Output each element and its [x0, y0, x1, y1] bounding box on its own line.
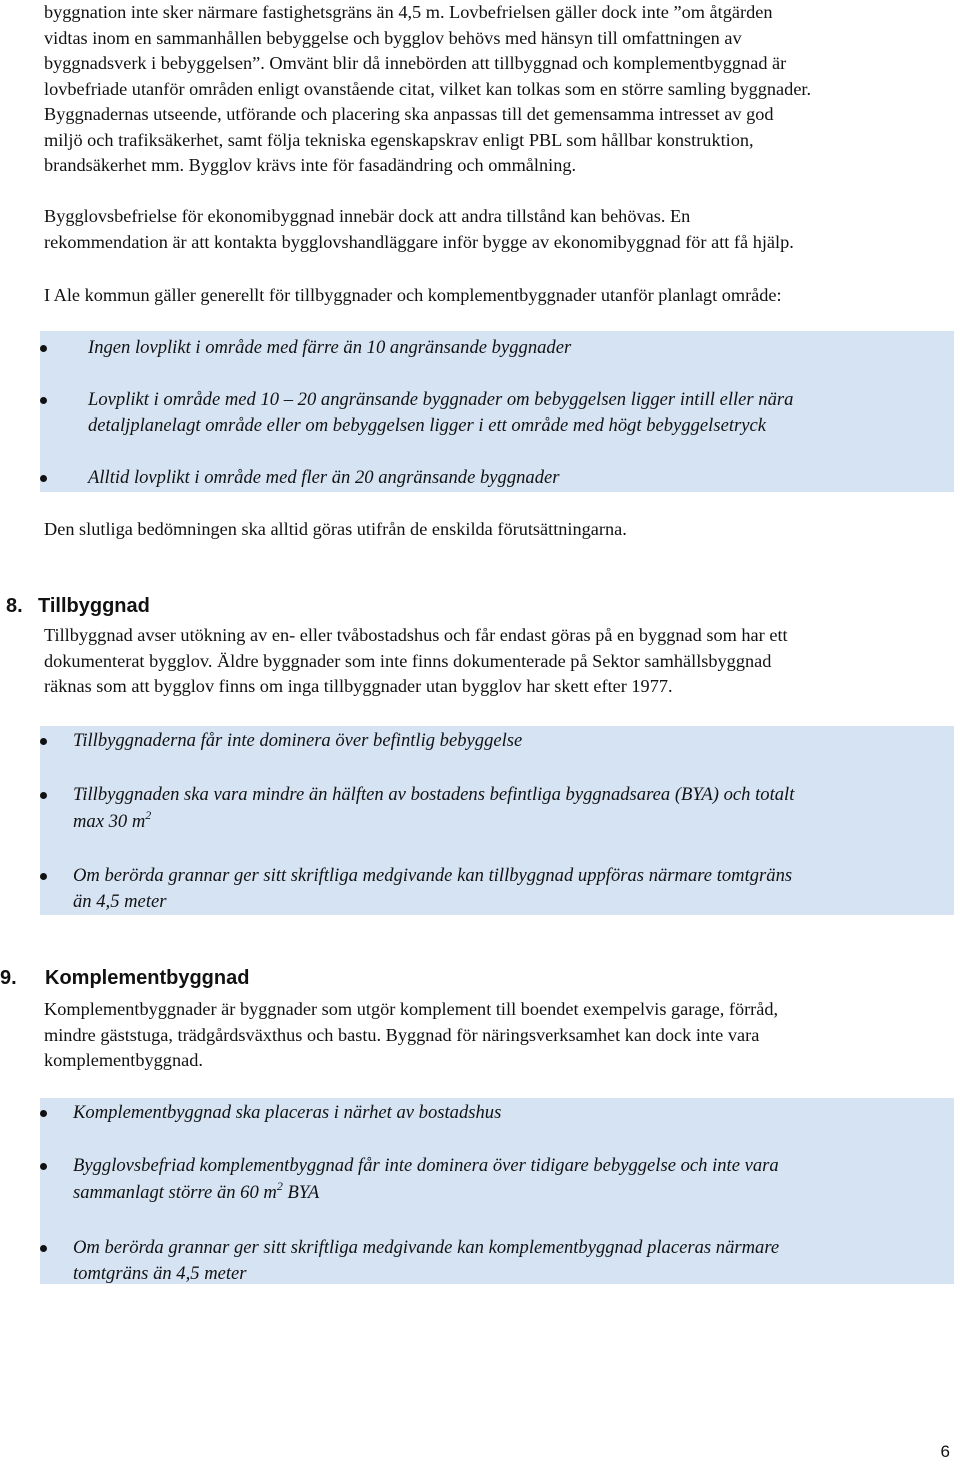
- text-line: komplementbyggnad.: [44, 1050, 203, 1070]
- section-number: 9.: [0, 967, 17, 989]
- text-line: brandsäkerhet mm. Bygglov krävs inte för fasadändring och ommålning.: [44, 155, 577, 175]
- list-item-text: Ingen lovplikt i område med färre än 10 angränsande byggnader: [88, 337, 572, 358]
- list-item-text: än 4,5 meter: [73, 891, 167, 912]
- text-line: dokumenterat bygglov. Äldre byggnader som inte finns dokumenterade på Sektor samhällsbyggnad: [44, 650, 772, 671]
- text-line: Komplementbyggnader är byggnader som utgör komplement till boendet exempelvis garage, förråd,: [44, 999, 779, 1019]
- intro-paragraph-1: [44, 0, 944, 179]
- text-line: Bygglovsbefrielse för ekonomibyggnad innebär dock att andra tillstånd kan behövas. En: [44, 206, 691, 226]
- bullet-icon: [40, 1163, 47, 1170]
- intro-paragraph-3: [44, 283, 944, 309]
- list-item-text: Bygglovsbefriad komplementbyggnad får inte dominera över tidigare bebyggelse och inte vara: [73, 1155, 779, 1176]
- text-line: vidtas inom en sammanhållen bebyggelse och bygglov behövs med hänsyn till omfattningen av: [44, 27, 742, 48]
- text-line: Tillbyggnad avser utökning av en- eller tvåbostadshus och får endast göras på en byggnad som har ett: [44, 625, 788, 645]
- section-8-paragraph: [44, 623, 944, 700]
- list-item-text: Komplementbyggnad ska placeras i närhet av bostadshus: [73, 1102, 502, 1123]
- list-item-text: Lovplikt i område med 10 – 20 angränsande byggnader om bebyggelsen ligger intill eller nära: [88, 389, 794, 410]
- list-item-text: Om berörda grannar ger sitt skriftliga medgivande kan tillbyggnad uppföras närmare tomtgräns: [73, 865, 793, 886]
- rules-box-general: [40, 331, 954, 492]
- text-line: miljö och trafiksäkerhet, samt följa tekniska egenskapskrav enligt PBL som hållbar konstruktion,: [44, 129, 754, 150]
- text-line: byggnation inte sker närmare fastighetsgräns än 4,5 m. Lovbefrielsen gäller dock inte ”om åtgärden: [44, 2, 773, 22]
- text-line: rekommendation är att kontakta bygglovshandläggare inför bygge av ekonomibyggnad för att få hjälp.: [44, 231, 794, 252]
- list-item-text: detaljplanelagt område eller om bebyggelsen ligger i ett område med högt bebyggelsetryck: [88, 415, 766, 436]
- text-line: I Ale kommun gäller generellt för tillbyggnader och komplementbyggnader utanför planlagt område:: [44, 285, 782, 305]
- list-item-text: tomtgräns än 4,5 meter: [73, 1263, 247, 1284]
- bullet-icon: [40, 345, 47, 352]
- rules-box-komplementbyggnad: [40, 1098, 954, 1284]
- bullet-icon: [40, 1110, 47, 1117]
- rules-box-tillbyggnad: [40, 726, 954, 915]
- text-line: byggnadsverk i bebyggelsen”. Omvänt blir då innebörden att tillbyggnad och komplementbyggnad är: [44, 53, 787, 73]
- bullet-icon: [40, 475, 47, 482]
- list-item-text: Alltid lovplikt i område med fler än 20 angränsande byggnader: [88, 467, 560, 488]
- list-item-text: Tillbyggnaderna får inte dominera över befintlig bebyggelse: [73, 730, 523, 751]
- bullet-icon: [40, 397, 47, 404]
- bullet-icon: [40, 738, 47, 745]
- bullet-icon: [40, 1245, 47, 1252]
- list-item-text: max 30 $m^2$: [73, 808, 152, 832]
- list-item-text: Tillbyggnaden ska vara mindre än hälften av bostadens befintliga byggnadsarea (BYA) och totalt: [73, 784, 795, 805]
- bullet-icon: [40, 873, 47, 880]
- text-line: mindre gäststuga, trädgårdsväxthus och bastu. Byggnad för näringsverksamhet kan dock inte vara: [44, 1024, 760, 1045]
- list-item-text: sammanlagt större än 60 $m^2$ BYA: [73, 1179, 320, 1203]
- section-title: Komplementbyggnad: [45, 967, 250, 989]
- bullet-icon: [40, 792, 47, 799]
- text-line: räknas som att bygglov finns om inga tillbyggnader utan bygglov har skett efter 1977.: [44, 676, 673, 696]
- text-line: Byggnadernas utseende, utförande och placering ska anpassas till det gemensamma intresset av god: [44, 104, 774, 124]
- list-item-text: Om berörda grannar ger sitt skriftliga medgivande kan komplementbyggnad placeras närmare: [73, 1237, 780, 1258]
- section-title: Tillbyggnad: [38, 595, 150, 617]
- intro-paragraph-2: [44, 204, 944, 255]
- section-number: 8.: [6, 595, 23, 617]
- section-9-paragraph: [44, 997, 944, 1074]
- conclusion-paragraph: [44, 517, 944, 543]
- text-line: lovbefriade utanför områden enligt ovanstående citat, vilket kan tolkas som en större samling byggnader.: [44, 78, 812, 99]
- page-number: 6: [940, 1442, 950, 1461]
- text-line: Den slutliga bedömningen ska alltid göras utifrån de enskilda förutsättningarna.: [44, 519, 627, 539]
